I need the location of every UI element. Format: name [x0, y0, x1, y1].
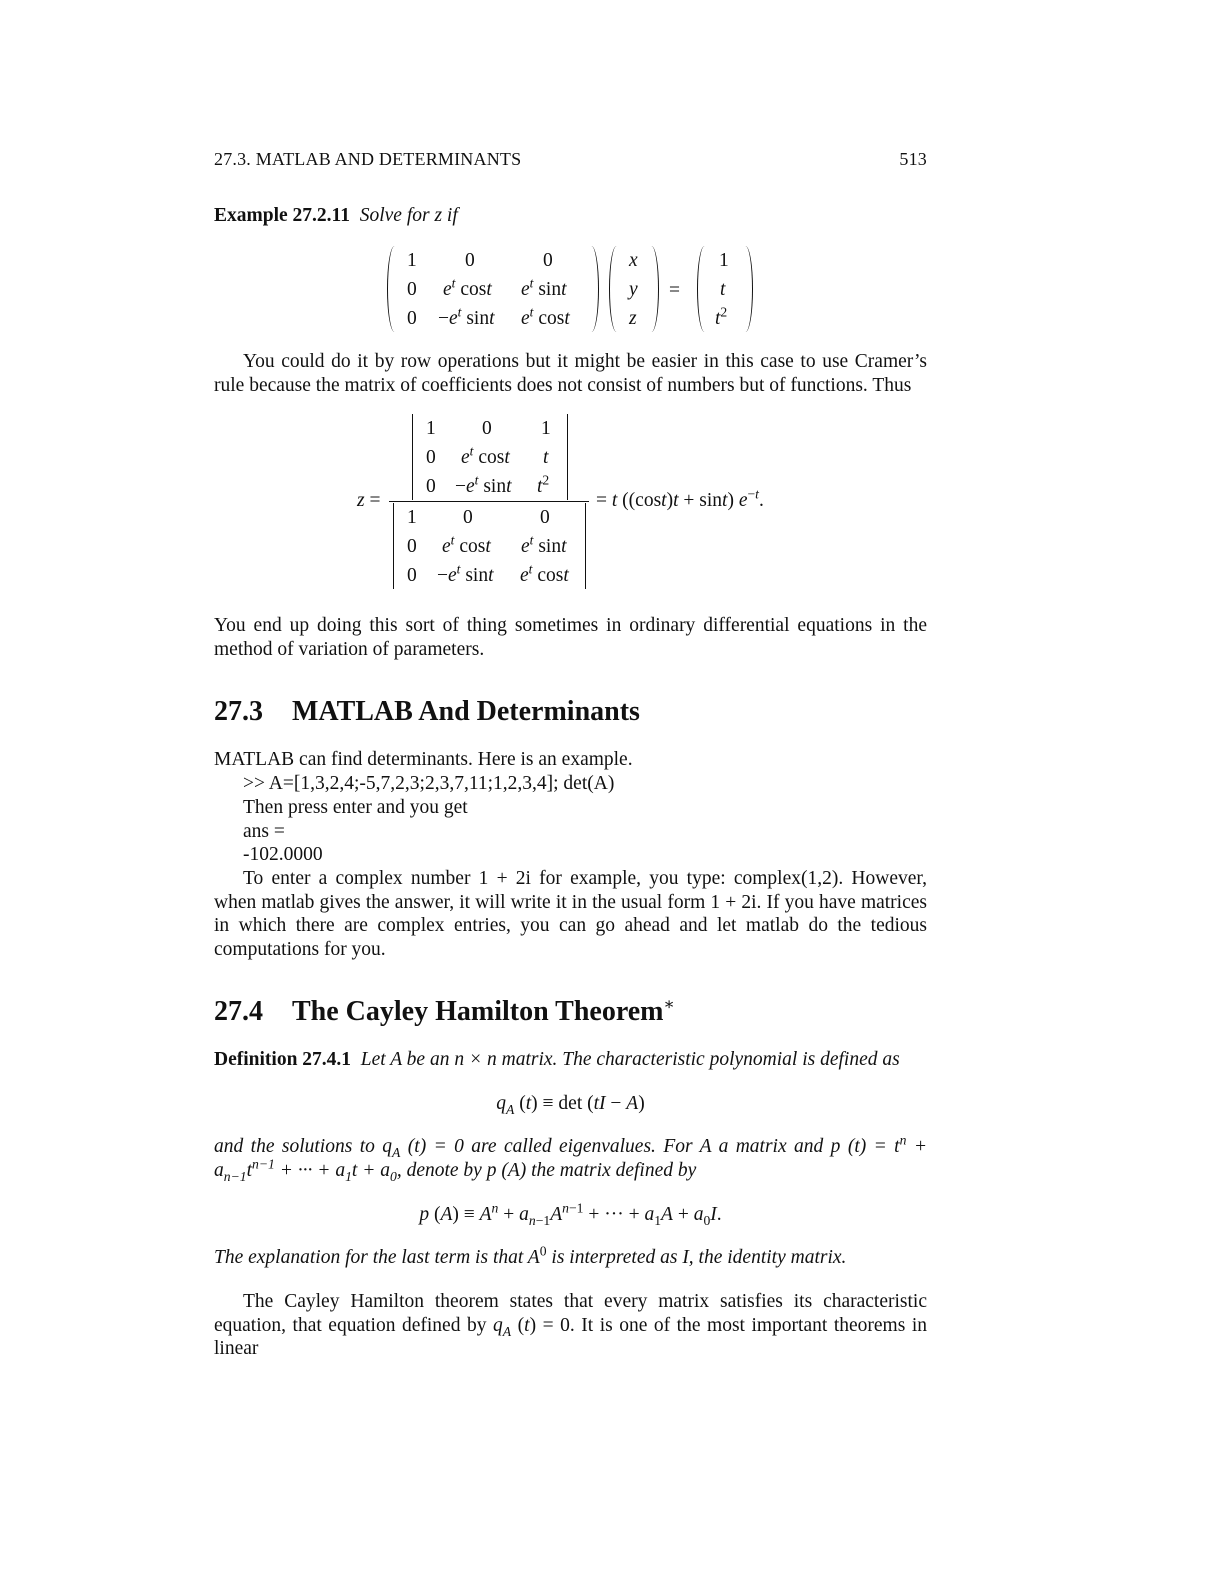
complex-paragraph: To enter a complex number 1 + 2i for example, you type: complex(1,2). However, when matlab gives the answer, it will write it in the usual form 1 + 2i. If you have matrices in which there are complex entries, you can go ahead and let matlab do the tedious computations for you. [214, 868, 927, 960]
section-heading-27-4 [214, 996, 675, 1028]
section-heading-27-3 [214, 696, 640, 728]
det-cell: 0 [482, 418, 492, 439]
det-cell: 0 [463, 507, 473, 528]
det-cell: 0 [540, 507, 550, 528]
vector-entry: 1 [719, 250, 729, 271]
example-label: Example 27.2.11 [214, 205, 350, 226]
running-header: 27.3. MATLAB AND DETERMINANTS [214, 149, 522, 169]
matlab-instruction: Then press enter and you get [243, 797, 468, 818]
section-number: 27.3 [214, 696, 263, 727]
example-statement: Solve for z if [359, 205, 458, 226]
det-cell: $-e^t$ sint [437, 561, 494, 586]
det-cell: 0 [407, 536, 417, 557]
equals-sign: = [669, 280, 680, 301]
det-cell: 0 [426, 447, 436, 468]
matlab-output-label: ans = [243, 821, 285, 842]
matrix-cell: $e^t$ sint [521, 275, 567, 300]
page-number: 513 [899, 149, 927, 169]
matrix-cell: 0 [465, 250, 475, 271]
det-cell: 1 [407, 507, 417, 528]
det-cell: 1 [426, 418, 436, 439]
matrix-cell: $e^t$ cost [443, 275, 492, 300]
vector-entry: t [720, 279, 726, 300]
det-cell: $t^2$ [537, 472, 550, 497]
matrix-cell: $e^t$ cost [521, 304, 570, 329]
variable-vector [609, 246, 659, 332]
vector-entry: $t^2$ [715, 304, 728, 329]
paragraph-variation: You end up doing this sort of thing sometimes in ordinary differential equations in the method of variation of parameters. [214, 615, 927, 660]
det-cell: $e^t$ cost [442, 532, 491, 557]
identity-explanation: The explanation for the last term is that $A^0$ is interpreted as I, the identity matrix. [214, 1243, 847, 1268]
section-title: MATLAB And Determinants [292, 696, 640, 727]
z-equals: z = [357, 490, 381, 511]
matrix-cell: 0 [543, 250, 553, 271]
section-title: The Cayley Hamilton Theorem [292, 996, 664, 1027]
det-cell: $e^t$ cost [520, 561, 569, 586]
section-number: 27.4 [214, 996, 263, 1027]
det-cell: 1 [541, 418, 551, 439]
rhs-vector [697, 246, 753, 332]
det-cell: $e^t$ sint [521, 532, 567, 557]
matrix-cell: 0 [407, 308, 417, 329]
matrix-cell: $-e^t$ sint [438, 304, 495, 329]
vector-entry: x [629, 250, 638, 271]
det-cell: 0 [426, 476, 436, 497]
vector-entry: y [629, 279, 638, 300]
paragraph-cramer: You could do it by row operations but it might be easier in this case to use Cramer’s rule because the matrix of coefficients does not consist of numbers but of functions. Thus [214, 351, 927, 396]
det-cell: 0 [407, 565, 417, 586]
matlab-command: >> A=[1,3,2,4;-5,7,2,3;2,3,7,11;1,2,3,4]; det(A) [243, 773, 615, 794]
denominator-determinant [393, 503, 586, 589]
det-cell: t [543, 447, 549, 468]
matrix-cell: 0 [407, 279, 417, 300]
det-cell: $-e^t$ sint [455, 472, 512, 497]
example-heading [214, 204, 458, 228]
det-cell: $e^t$ cost [461, 443, 510, 468]
definition-label: Definition 27.4.1 [214, 1049, 352, 1070]
fraction-bar [389, 501, 589, 502]
pA-definition: p $(A) \equiv A^n + a_{n-1}A^{n-1}$ + ··· + $a_1A + a_0I$. [419, 1200, 722, 1228]
cayley-hamilton-paragraph: The Cayley Hamilton theorem states that every matrix satisfies its characteristic equation, that equation defined by $q_A$ (t) = 0. It is one of the most important theorems in linear [214, 1291, 927, 1359]
characteristic-polynomial: $q_A$ (t) ≡ det (tI − A) [496, 1093, 645, 1117]
definition-line [214, 1048, 900, 1072]
coefficient-matrix [387, 246, 599, 332]
definition-continuation: and the solutions to $q_A$ (t) = 0 are called eigenvalues. For A a matrix and p $(t) = t^n + a_{n-1}t^{n-1}$ + ··· + $a_1t + a_0$, denote by p (A) the matrix defined by [214, 1132, 927, 1184]
matlab-output-value: -102.0000 [243, 844, 323, 865]
section-title-mark: ∗ [663, 994, 675, 1014]
vector-entry: z [629, 308, 637, 329]
numerator-determinant [412, 414, 568, 500]
matlab-intro: MATLAB can find determinants. Here is an example. [214, 749, 633, 770]
matrix-cell: 1 [407, 250, 417, 271]
definition-intro: Let A be an n × n matrix. The characteristic polynomial is defined as [360, 1049, 900, 1070]
z-result: = t ((cost)t + sint) $e^{-t}$. [596, 486, 764, 511]
